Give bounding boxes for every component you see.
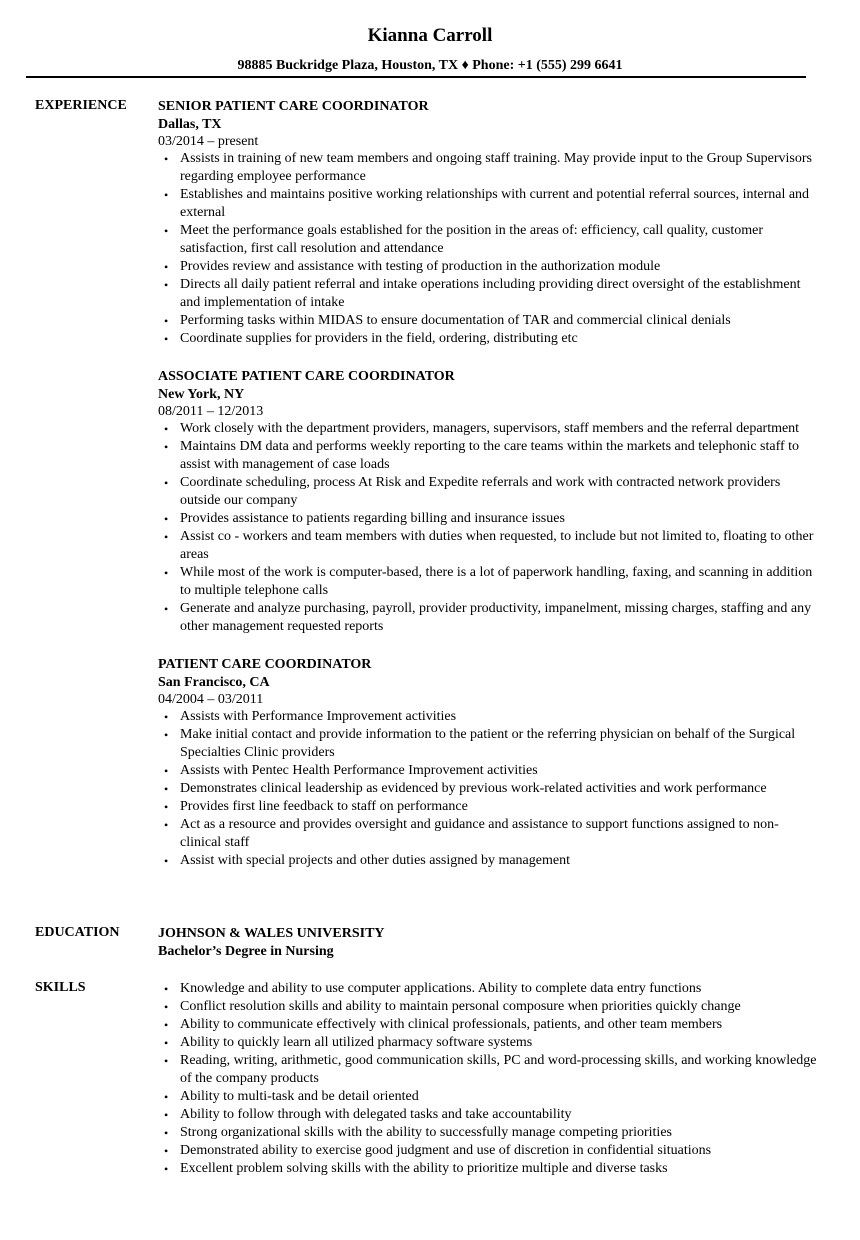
job-dates: 08/2011 – 12/2013	[158, 404, 264, 419]
bullet-text: Directs all daily patient referral and intake operations including providing direct oversight of the establishment and implementation of intake	[180, 277, 801, 310]
school-name: JOHNSON & WALES UNIVERSITY	[158, 926, 385, 941]
list-item	[158, 1142, 818, 1160]
header-divider	[26, 76, 806, 78]
job-entry	[158, 368, 818, 636]
list-item	[158, 780, 818, 798]
job-location: Dallas, TX	[158, 117, 222, 132]
skill-text: Conflict resolution skills and ability to maintain personal composure when priorities quickly change	[180, 999, 741, 1014]
bullet-text: Make initial contact and provide information to the patient or the referring physician on behalf of the Surgical Specialties Clinic providers	[180, 727, 796, 760]
bullet-icon: •	[164, 512, 169, 526]
bullet-icon: •	[164, 314, 169, 328]
job-dates: 03/2014 – present	[158, 134, 259, 149]
bullet-text: Assist with special projects and other duties assigned by management	[180, 853, 570, 868]
bullet-icon: •	[164, 422, 169, 436]
list-item	[158, 510, 818, 528]
bullet-icon: •	[164, 260, 169, 274]
list-item	[158, 762, 818, 780]
job-bullets	[158, 420, 818, 636]
bullet-text: Maintains DM data and performs weekly reporting to the care teams within the markets and telephonic staff to assist with management of case loads	[180, 439, 800, 472]
bullet-text: Establishes and maintains positive working relationships with current and potential referral sources, internal and external	[180, 187, 810, 220]
bullet-icon: •	[164, 1000, 169, 1014]
skill-text: Strong organizational skills with the ability to successfully manage competing priorities	[180, 1125, 672, 1140]
job-bullets	[158, 150, 818, 348]
list-item	[158, 1016, 818, 1034]
bullet-text: Generate and analyze purchasing, payroll, provider productivity, impanelment, missing charges, staffing and any other management requested reports	[180, 601, 812, 634]
job-dates: 04/2004 – 03/2011	[158, 692, 264, 707]
bullet-text: Assists with Performance Improvement activities	[180, 709, 457, 724]
skill-text: Excellent problem solving skills with the ability to prioritize multiple and diverse tasks	[180, 1161, 668, 1176]
bullet-icon: •	[164, 1054, 169, 1068]
bullet-icon: •	[164, 800, 169, 814]
list-item	[158, 1160, 818, 1178]
education-content	[158, 925, 818, 961]
bullet-text: While most of the work is computer-based, there is a lot of paperwork handling, faxing, and scanning in addition to multiple telephone calls	[180, 565, 813, 598]
job-title: ASSOCIATE PATIENT CARE COORDINATOR	[158, 369, 455, 384]
job-title: PATIENT CARE COORDINATOR	[158, 657, 372, 672]
list-item	[158, 312, 818, 330]
bullet-icon: •	[164, 728, 169, 742]
bullet-text: Demonstrates clinical leadership as evidenced by previous work-related activities and work performance	[180, 781, 767, 796]
bullet-icon: •	[164, 566, 169, 580]
skills-list	[158, 980, 818, 1178]
list-item	[158, 222, 818, 258]
bullet-icon: •	[164, 1144, 169, 1158]
job-title: SENIOR PATIENT CARE COORDINATOR	[158, 99, 429, 114]
bullet-icon: •	[164, 764, 169, 778]
contact-line: 98885 Buckridge Plaza, Houston, TX ♦ Phone: +1 (555) 299 6641	[237, 58, 623, 73]
bullet-icon: •	[164, 854, 169, 868]
skill-text: Ability to follow through with delegated tasks and take accountability	[180, 1107, 572, 1122]
bullet-icon: •	[164, 1036, 169, 1050]
bullet-text: Performing tasks within MIDAS to ensure documentation of TAR and commercial clinical denials	[180, 313, 731, 328]
list-item	[158, 998, 818, 1016]
job-location: San Francisco, CA	[158, 675, 270, 690]
skill-text: Ability to communicate effectively with clinical professionals, patients, and other team members	[180, 1017, 723, 1032]
list-item	[158, 798, 818, 816]
skills-content	[158, 980, 818, 1178]
bullet-icon: •	[164, 1090, 169, 1104]
list-item	[158, 258, 818, 276]
job-location: New York, NY	[158, 387, 245, 402]
bullet-icon: •	[164, 476, 169, 490]
bullet-text: Act as a resource and provides oversight and guidance and assistance to support functions assigned to non-clinical staff	[180, 817, 779, 850]
list-item	[158, 150, 818, 186]
bullet-text: Provides first line feedback to staff on performance	[180, 799, 468, 814]
bullet-icon: •	[164, 710, 169, 724]
bullet-text: Meet the performance goals established for the position in the areas of: efficiency, call quality, customer satisfaction, first call resolution and attendance	[180, 223, 763, 256]
job-bullets	[158, 708, 818, 870]
list-item	[158, 852, 818, 870]
bullet-icon: •	[164, 1162, 169, 1176]
bullet-text: Provides assistance to patients regarding billing and insurance issues	[180, 511, 565, 526]
list-item	[158, 1124, 818, 1142]
list-item	[158, 708, 818, 726]
bullet-icon: •	[164, 818, 169, 832]
list-item	[158, 330, 818, 348]
skill-text: Reading, writing, arithmetic, good communication skills, PC and word-processing skills, and working knowledge of the company products	[180, 1053, 817, 1086]
bullet-text: Coordinate supplies for providers in the field, ordering, distributing etc	[180, 331, 578, 346]
bullet-text: Coordinate scheduling, process At Risk and Expedite referrals and work with contracted network providers outside our company	[180, 475, 781, 508]
bullet-text: Provides review and assistance with testing of production in the authorization module	[180, 259, 661, 274]
list-item	[158, 564, 818, 600]
list-item	[158, 420, 818, 438]
bullet-icon: •	[164, 982, 169, 996]
skill-text: Knowledge and ability to use computer applications. Ability to complete data entry functions	[180, 981, 702, 996]
bullet-icon: •	[164, 602, 169, 616]
list-item	[158, 816, 818, 852]
bullet-icon: •	[164, 782, 169, 796]
bullet-text: Assists with Pentec Health Performance Improvement activities	[180, 763, 538, 778]
bullet-icon: •	[164, 1018, 169, 1032]
list-item	[158, 980, 818, 998]
bullet-icon: •	[164, 152, 169, 166]
list-item	[158, 726, 818, 762]
skill-text: Ability to quickly learn all utilized pharmacy software systems	[180, 1035, 533, 1050]
bullet-text: Assist co - workers and team members with duties when requested, to include but not limited to, floating to other areas	[180, 529, 814, 562]
list-item	[158, 186, 818, 222]
bullet-icon: •	[164, 440, 169, 454]
list-item	[158, 1052, 818, 1088]
list-item	[158, 528, 818, 564]
bullet-icon: •	[164, 530, 169, 544]
list-item	[158, 1106, 818, 1124]
experience-label: EXPERIENCE	[35, 98, 127, 113]
bullet-icon: •	[164, 278, 169, 292]
list-item	[158, 276, 818, 312]
education-label: EDUCATION	[35, 925, 120, 940]
experience-content	[158, 98, 818, 890]
job-entry	[158, 98, 818, 348]
list-item	[158, 1088, 818, 1106]
job-entry	[158, 656, 818, 870]
list-item	[158, 438, 818, 474]
bullet-icon: •	[164, 224, 169, 238]
bullet-icon: •	[164, 1108, 169, 1122]
skill-text: Demonstrated ability to exercise good judgment and use of discretion in confidential situations	[180, 1143, 712, 1158]
candidate-name: Kianna Carroll	[367, 25, 493, 46]
bullet-text: Assists in training of new team members and ongoing staff training. May provide input to the Group Supervisors regarding employee performance	[180, 151, 812, 184]
degree: Bachelor’s Degree in Nursing	[158, 944, 334, 959]
list-item	[158, 600, 818, 636]
skills-label: SKILLS	[35, 980, 86, 995]
bullet-icon: •	[164, 1126, 169, 1140]
bullet-icon: •	[164, 188, 169, 202]
skill-text: Ability to multi-task and be detail oriented	[180, 1089, 419, 1104]
bullet-text: Work closely with the department providers, managers, supervisors, staff members and the referral department	[180, 421, 800, 436]
list-item	[158, 1034, 818, 1052]
list-item	[158, 474, 818, 510]
bullet-icon: •	[164, 332, 169, 346]
